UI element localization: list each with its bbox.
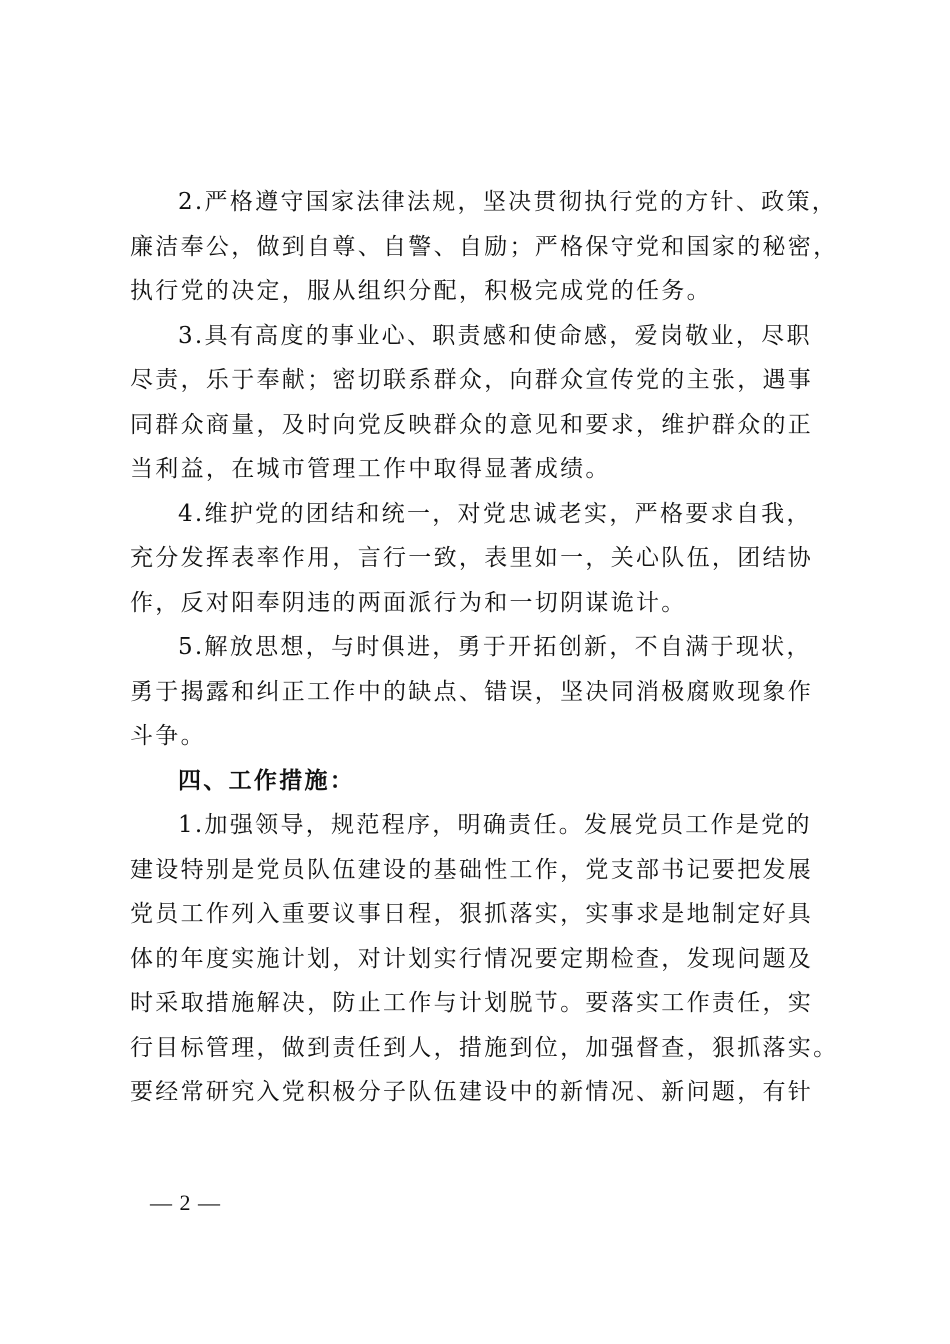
paragraph-5-line-1: 5.解放思想，与时俱进，勇于开拓创新，不自满于现状，	[178, 634, 812, 660]
measure-1-line-6: 行目标管理，做到责任到人，措施到位，加强督查，狠抓落实。	[130, 1034, 839, 1061]
measure-1-line-5: 时采取措施解决，防止工作与计划脱节。要落实工作责任，实	[130, 990, 814, 1016]
page-number: — 2 —	[150, 1190, 221, 1215]
paragraph-5-line-3: 斗争。	[130, 723, 206, 749]
measure-1-line-7: 要经常研究入党积极分子队伍建设中的新情况、新问题，有针	[130, 1079, 814, 1105]
measure-1-line-3: 党员工作列入重要议事日程，狠抓落实，实事求是地制定好具	[130, 901, 814, 927]
paragraph-3-line-3: 同群众商量，及时向党反映群众的意见和要求，维护群众的正	[130, 411, 814, 438]
paragraph-4-line-1: 4.维护党的团结和统一，对党忠诚老实，严格要求自我，	[178, 500, 812, 527]
paragraph-3-line-1: 3.具有高度的事业心、职责感和使命感，爱岗敬业，尽职	[178, 322, 812, 349]
paragraph-4-line-2: 充分发挥表率作用，言行一致，表里如一，关心队伍，团结协	[130, 545, 814, 571]
measure-1-line-2: 建设特别是党员队伍建设的基础性工作，党支部书记要把发展	[130, 856, 814, 883]
document-body	[130, 180, 842, 1115]
paragraph-3-line-2: 尽责，乐于奉献；密切联系群众，向群众宣传党的主张，遇事	[130, 367, 814, 393]
section-heading: 四、工作措施：	[178, 766, 356, 794]
measure-1-line-1: 1.加强领导，规范程序，明确责任。发展党员工作是党的	[178, 812, 812, 838]
paragraph-2-line-3: 执行党的决定，服从组织分配，积极完成党的任务。	[130, 278, 712, 304]
paragraph-4-line-3: 作，反对阳奉阴违的两面派行为和一切阴谋诡计。	[130, 589, 687, 616]
paragraph-2-line-1: 2.严格遵守国家法律法规，坚决贯彻执行党的方针、政策，	[178, 189, 838, 215]
paragraph-2-line-2: 廉洁奉公，做到自尊、自警、自励；严格保守党和国家的秘密，	[130, 233, 839, 260]
measure-1-line-4: 体的年度实施计划，对计划实行情况要定期检查，发现问题及	[130, 945, 814, 972]
paragraph-3-line-4: 当利益，在城市管理工作中取得显著成绩。	[130, 456, 611, 482]
paragraph-5-line-2: 勇于揭露和纠正工作中的缺点、错误，坚决同消极腐败现象作	[130, 678, 814, 705]
